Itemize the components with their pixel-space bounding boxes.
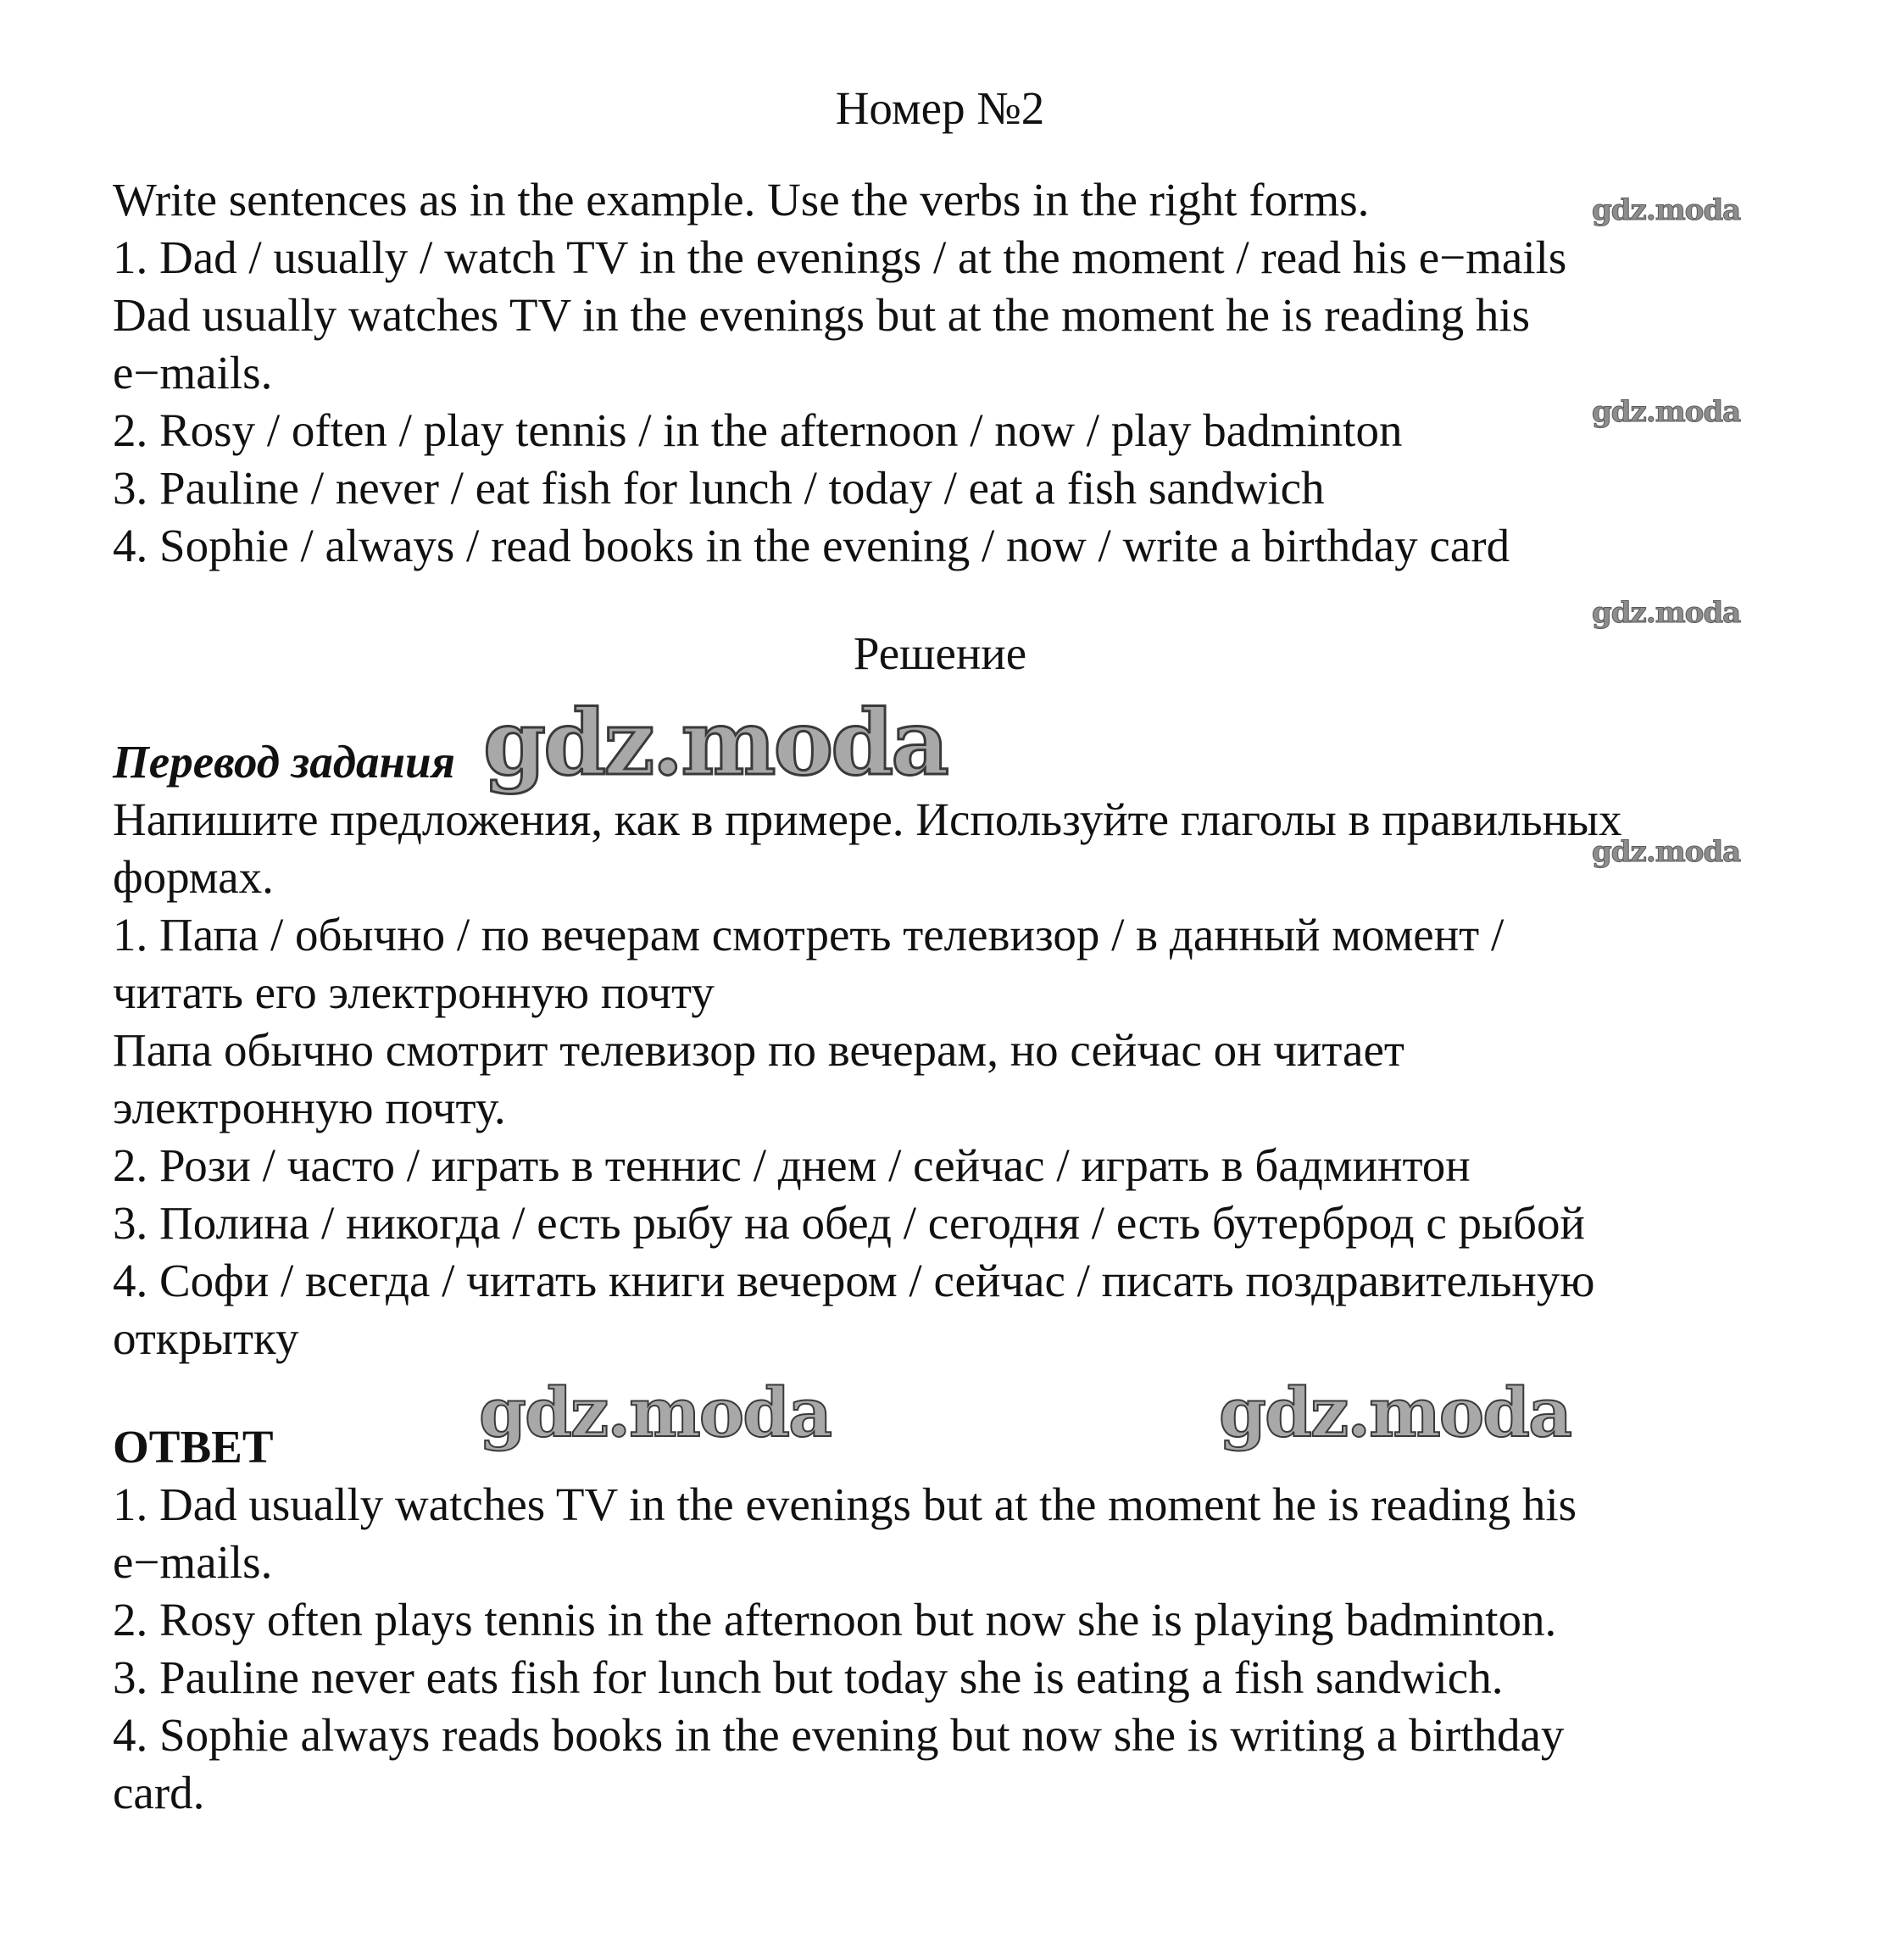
answer-heading: ОТВЕТ xyxy=(113,1421,274,1473)
translation-example-line-1: Папа обычно смотрит телевизор по вечерам, но сейчас он читает xyxy=(113,1024,1404,1076)
translation-item-2: 2. Рози / часто / играть в теннис / днем / сейчас / играть в бадминтон xyxy=(113,1139,1471,1191)
translation-item-4-line-2: открытку xyxy=(113,1312,299,1364)
translation-item-1-line-2: читать его электронную почту xyxy=(113,966,715,1018)
answer-4-line-2: card. xyxy=(113,1767,205,1818)
translation-item-1-line-1: 1. Папа / обычно / по вечерам смотреть телевизор / в данный момент / xyxy=(113,909,1505,961)
answer-1-line-2: e−mails. xyxy=(113,1536,273,1588)
answer-4-line-1: 4. Sophie always reads books in the evening but now she is writing a birthday xyxy=(113,1709,1565,1761)
task-item-4: 4. Sophie / always / read books in the evening / now / write a birthday card xyxy=(113,520,1510,571)
answer-3: 3. Pauline never eats fish for lunch but today she is eating a fish sandwich. xyxy=(113,1651,1504,1703)
translation-example-line-2: электронную почту. xyxy=(113,1082,506,1133)
translation-heading: Перевод задания xyxy=(113,736,455,788)
page-title: Номер №2 xyxy=(835,82,1045,134)
watermark-logo: gdz.moda xyxy=(1219,1373,1571,1452)
solution-heading: Решение xyxy=(853,627,1027,679)
task-instruction: Write sentences as in the example. Use the verbs in the right forms. xyxy=(113,174,1370,226)
translation-instruction-line-2: формах. xyxy=(113,851,274,903)
watermark-logo: gdz.moda xyxy=(479,1373,831,1452)
translation-item-3: 3. Полина / никогда / есть рыбу на обед / сегодня / есть бутерброд с рыбой xyxy=(113,1197,1585,1249)
task-item-1: 1. Dad / usually / watch TV in the evenings / at the moment / read his e−mails xyxy=(113,231,1567,283)
answer-2: 2. Rosy often plays tennis in the afternoon but now she is playing badminton. xyxy=(113,1594,1557,1645)
task-item-3: 3. Pauline / never / eat fish for lunch / today / eat a fish sandwich xyxy=(113,462,1325,514)
task-example-line-1: Dad usually watches TV in the evenings but at the moment he is reading his xyxy=(113,289,1531,341)
watermark-logo: gdz.moda xyxy=(1592,193,1741,227)
translation-instruction-line-1: Напишите предложения, как в примере. Используйте глаголы в правильных xyxy=(113,793,1622,845)
watermark-logo: gdz.moda xyxy=(1592,835,1741,869)
watermark-logo: gdz.moda xyxy=(483,689,947,795)
translation-item-4-line-1: 4. Софи / всегда / читать книги вечером / сейчас / писать поздравительную xyxy=(113,1255,1595,1306)
answer-1-line-1: 1. Dad usually watches TV in the evenings but at the moment he is reading his xyxy=(113,1478,1577,1530)
task-item-2: 2. Rosy / often / play tennis / in the afternoon / now / play badminton xyxy=(113,404,1403,456)
task-example-line-2: e−mails. xyxy=(113,347,273,398)
watermark-logo: gdz.moda xyxy=(1592,395,1741,429)
watermark-logo: gdz.moda xyxy=(1592,596,1741,630)
